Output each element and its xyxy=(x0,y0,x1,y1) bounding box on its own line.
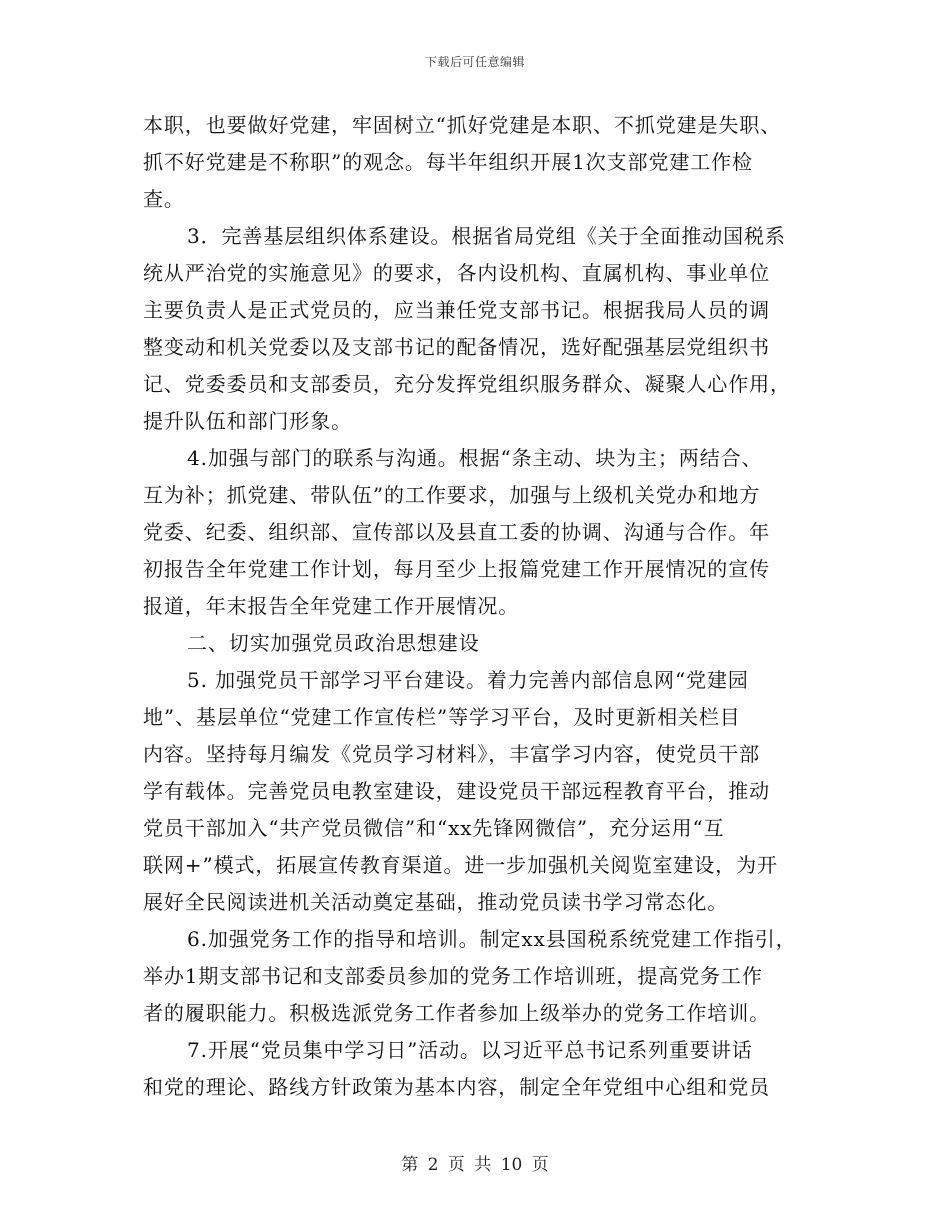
body-line: 4.加强与部门的联系与沟通。根据“条主动、块为主；两结合、 xyxy=(187,446,763,470)
page-header: 下载后可任意编辑 xyxy=(424,55,525,69)
body-line: 查。 xyxy=(143,187,185,211)
body-line: 整变动和机关党委以及支部书记的配备情况，选好配强基层党组织书 xyxy=(143,335,770,359)
body-line: 统从严治党的实施意见》的要求，各内设机构、直属机构、事业单位 xyxy=(143,261,770,285)
body-line: 报道，年末报告全年党建工作开展情况。 xyxy=(143,594,520,618)
body-line: 初报告全年党建工作计划，每月至少上报篇党建工作开展情况的宣传 xyxy=(143,557,770,581)
body-line: 主要负责人是正式党员的，应当兼任党支部书记。根据我局人员的调 xyxy=(143,298,770,322)
body-line: 党委、纪委、组织部、宣传部以及县直工委的协调、沟通与合作。年 xyxy=(143,520,770,544)
body-line: 举办1期支部书记和支部委员参加的党务工作培训班，提高党务工作 xyxy=(143,964,763,988)
body-line: 3．完善基层组织体系建设。根据省局党组《关于全面推动国税系 xyxy=(187,224,786,248)
body-line: 党员干部加入“共产党员微信”和“xx先锋网微信”，充分运用“互 xyxy=(143,816,725,840)
body-line: 7.开展“党员集中学习日”活动。以习近平总书记系列重要讲话 xyxy=(187,1038,753,1062)
body-line: 地”、基层单位“党建工作宣传栏”等学习平台，及时更新相关栏目 xyxy=(143,705,741,729)
body-line: 本职，也要做好党建，牢固树立“抓好党建是本职、不抓党建是失职、 xyxy=(143,113,782,137)
body-line: 记、党委委员和支部委员，充分发挥党组织服务群众、凝聚人心作用， xyxy=(143,372,791,396)
body-line: 6.加强党务工作的指导和培训。制定xx县国税系统党建工作指引， xyxy=(187,927,797,951)
body-line: 抓不好党建是不称职”的观念。每半年组织开展1次支部党建工作检 xyxy=(143,150,753,174)
body-line: 展好全民阅读进机关活动奠定基础，推动党员读书学习常态化。 xyxy=(143,890,729,914)
body-line: 联网+”模式，拓展宣传教育渠道。进一步加强机关阅览室建设，为开 xyxy=(143,853,778,877)
body-line: 内容。坚持每月编发《党员学习材料》，丰富学习内容，使党员干部 xyxy=(143,742,760,766)
body-line: 和党的理论、路线方针政策为基本内容，制定全年党组中心组和党员 xyxy=(143,1075,770,1099)
section-heading: 二、切实加强党员政治思想建设 xyxy=(187,631,480,655)
body-line: 互为补；抓党建、带队伍”的工作要求，加强与上级机关党办和地方 xyxy=(143,483,761,507)
body-line: 者的履职能力。积极选派党务工作者参加上级举办的党务工作培训。 xyxy=(143,1001,770,1025)
body-line: 提升队伍和部门形象。 xyxy=(143,409,352,433)
body-line: 学有载体。完善党员电教室建设，建设党员干部远程教育平台，推动 xyxy=(143,779,770,803)
document-body xyxy=(143,107,815,1106)
body-line: 5. 加强党员干部学习平台建设。着力完善内部信息网“党建园 xyxy=(187,668,749,692)
page-footer: 第 2 页 共 10 页 xyxy=(401,1155,549,1175)
